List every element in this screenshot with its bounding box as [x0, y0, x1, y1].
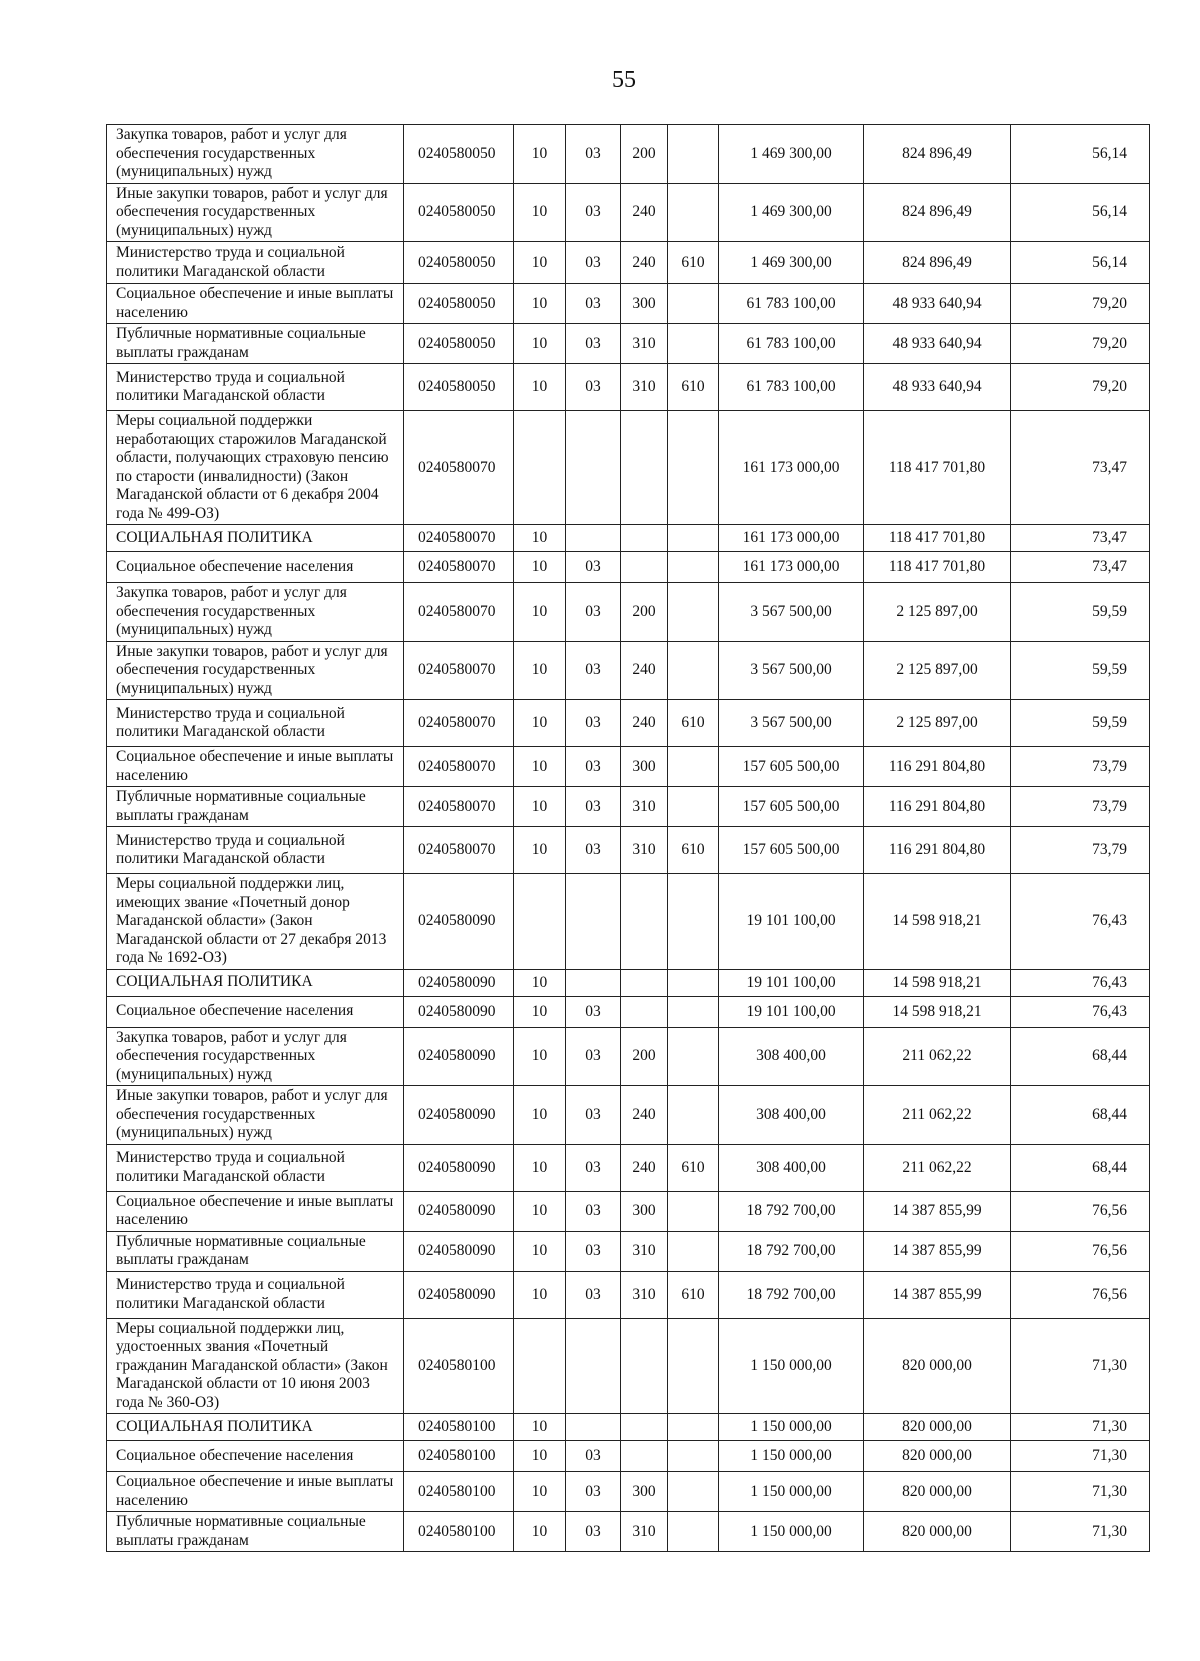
subsection-code: 03: [566, 1086, 621, 1145]
department-code: [668, 284, 719, 324]
subsection-code: 03: [566, 284, 621, 324]
planned-amount: 19 101 100,00: [719, 969, 864, 996]
section-code: 10: [514, 1144, 566, 1191]
executed-amount: 211 062,22: [864, 1144, 1011, 1191]
subsection-code: 03: [566, 125, 621, 184]
row-name: Министерство труда и социальной политики Магаданской области: [107, 827, 404, 874]
target-code: 0240580100: [404, 1414, 514, 1441]
row-name: Меры социальной поддержки неработающих старожилов Магаданской области, получающих страховую пенсию по старости (инвалидности) (Закон Магаданской области от 6 декабря 2004 года № 499-ОЗ): [107, 411, 404, 525]
execution-percent: 76,43: [1011, 874, 1150, 970]
executed-amount: 116 291 804,80: [864, 747, 1011, 787]
planned-amount: 161 173 000,00: [719, 411, 864, 525]
section-code: 10: [514, 583, 566, 642]
expense-type-code: [621, 525, 668, 552]
section-code: 10: [514, 1414, 566, 1441]
table-row: [107, 1271, 1150, 1318]
executed-amount: 820 000,00: [864, 1318, 1011, 1414]
executed-amount: 14 598 918,21: [864, 969, 1011, 996]
execution-percent: 56,14: [1011, 125, 1150, 184]
table-row: [107, 1441, 1150, 1472]
department-code: [668, 183, 719, 242]
row-name: Публичные нормативные социальные выплаты гражданам: [107, 787, 404, 827]
expense-type-code: 300: [621, 747, 668, 787]
target-code: 0240580100: [404, 1512, 514, 1552]
subsection-code: [566, 874, 621, 970]
planned-amount: 61 783 100,00: [719, 364, 864, 411]
expense-type-code: 310: [621, 1271, 668, 1318]
executed-amount: 14 387 855,99: [864, 1191, 1011, 1231]
section-code: 10: [514, 1271, 566, 1318]
row-name: Иные закупки товаров, работ и услуг для обеспечения государственных (муниципальных) нужд: [107, 183, 404, 242]
executed-amount: 824 896,49: [864, 242, 1011, 284]
subsection-code: 03: [566, 242, 621, 284]
target-code: 0240580090: [404, 1191, 514, 1231]
execution-percent: 76,43: [1011, 996, 1150, 1027]
execution-percent: 79,20: [1011, 324, 1150, 364]
execution-percent: 68,44: [1011, 1086, 1150, 1145]
table-row: [107, 700, 1150, 747]
table-row: [107, 641, 1150, 700]
planned-amount: 61 783 100,00: [719, 324, 864, 364]
table-row: [107, 1231, 1150, 1271]
table-row: [107, 125, 1150, 184]
row-name: Иные закупки товаров, работ и услуг для обеспечения государственных (муниципальных) нужд: [107, 1086, 404, 1145]
table-row: [107, 874, 1150, 970]
execution-percent: 73,79: [1011, 747, 1150, 787]
expense-type-code: [621, 411, 668, 525]
row-name: Министерство труда и социальной политики Магаданской области: [107, 242, 404, 284]
table-row: [107, 411, 1150, 525]
execution-percent: 71,30: [1011, 1512, 1150, 1552]
table-row: [107, 1318, 1150, 1414]
subsection-code: 03: [566, 827, 621, 874]
table-row: [107, 1027, 1150, 1086]
planned-amount: 1 150 000,00: [719, 1441, 864, 1472]
target-code: 0240580090: [404, 1231, 514, 1271]
department-code: 610: [668, 827, 719, 874]
section-code: 10: [514, 242, 566, 284]
planned-amount: 18 792 700,00: [719, 1191, 864, 1231]
department-code: [668, 411, 719, 525]
expense-type-code: [621, 552, 668, 583]
subsection-code: [566, 411, 621, 525]
department-code: [668, 787, 719, 827]
planned-amount: 3 567 500,00: [719, 583, 864, 642]
section-code: 10: [514, 364, 566, 411]
row-name: Социальное обеспечение и иные выплаты населению: [107, 1191, 404, 1231]
subsection-code: 03: [566, 1271, 621, 1318]
expense-type-code: [621, 1414, 668, 1441]
executed-amount: 14 387 855,99: [864, 1231, 1011, 1271]
department-code: 610: [668, 364, 719, 411]
row-name: Меры социальной поддержки лиц, удостоенных звания «Почетный гражданин Магаданской области» (Закон Магаданской области от 10 июня 2003 года № 360-ОЗ): [107, 1318, 404, 1414]
planned-amount: 308 400,00: [719, 1027, 864, 1086]
planned-amount: 161 173 000,00: [719, 552, 864, 583]
department-code: [668, 747, 719, 787]
expense-type-code: 310: [621, 1512, 668, 1552]
execution-percent: 76,56: [1011, 1231, 1150, 1271]
target-code: 0240580070: [404, 552, 514, 583]
subsection-code: 03: [566, 1472, 621, 1512]
execution-percent: 68,44: [1011, 1027, 1150, 1086]
planned-amount: 1 150 000,00: [719, 1472, 864, 1512]
section-code: 10: [514, 1191, 566, 1231]
row-name: Министерство труда и социальной политики Магаданской области: [107, 1144, 404, 1191]
target-code: 0240580070: [404, 700, 514, 747]
executed-amount: 211 062,22: [864, 1086, 1011, 1145]
executed-amount: 14 387 855,99: [864, 1271, 1011, 1318]
section-code: 10: [514, 324, 566, 364]
planned-amount: 1 150 000,00: [719, 1414, 864, 1441]
subsection-code: [566, 969, 621, 996]
row-name: Социальное обеспечение и иные выплаты населению: [107, 284, 404, 324]
target-code: 0240580070: [404, 525, 514, 552]
expense-type-code: 200: [621, 583, 668, 642]
executed-amount: 2 125 897,00: [864, 583, 1011, 642]
planned-amount: 3 567 500,00: [719, 641, 864, 700]
department-code: [668, 969, 719, 996]
table-body: [107, 125, 1150, 1552]
executed-amount: 2 125 897,00: [864, 700, 1011, 747]
target-code: 0240580100: [404, 1441, 514, 1472]
department-code: 610: [668, 1271, 719, 1318]
target-code: 0240580090: [404, 969, 514, 996]
execution-percent: 71,30: [1011, 1441, 1150, 1472]
target-code: 0240580050: [404, 242, 514, 284]
executed-amount: 118 417 701,80: [864, 552, 1011, 583]
section-code: 10: [514, 1472, 566, 1512]
section-code: 10: [514, 552, 566, 583]
section-code: 10: [514, 1441, 566, 1472]
department-code: [668, 1191, 719, 1231]
target-code: 0240580090: [404, 874, 514, 970]
row-name: Министерство труда и социальной политики Магаданской области: [107, 1271, 404, 1318]
section-code: 10: [514, 787, 566, 827]
subsection-code: 03: [566, 583, 621, 642]
executed-amount: 820 000,00: [864, 1441, 1011, 1472]
section-code: 10: [514, 1027, 566, 1086]
section-code: [514, 874, 566, 970]
department-code: [668, 1414, 719, 1441]
row-name: Социальное обеспечение и иные выплаты населению: [107, 747, 404, 787]
planned-amount: 1 150 000,00: [719, 1318, 864, 1414]
planned-amount: 157 605 500,00: [719, 827, 864, 874]
department-code: [668, 1318, 719, 1414]
row-name: Министерство труда и социальной политики Магаданской области: [107, 364, 404, 411]
section-code: 10: [514, 1086, 566, 1145]
subsection-code: 03: [566, 324, 621, 364]
executed-amount: 2 125 897,00: [864, 641, 1011, 700]
executed-amount: 211 062,22: [864, 1027, 1011, 1086]
target-code: 0240580050: [404, 125, 514, 184]
subsection-code: [566, 525, 621, 552]
target-code: 0240580090: [404, 1086, 514, 1145]
target-code: 0240580070: [404, 411, 514, 525]
subsection-code: 03: [566, 641, 621, 700]
executed-amount: 116 291 804,80: [864, 787, 1011, 827]
subsection-code: [566, 1414, 621, 1441]
table-row: [107, 364, 1150, 411]
section-code: 10: [514, 700, 566, 747]
table-row: [107, 1086, 1150, 1145]
department-code: [668, 1441, 719, 1472]
execution-percent: 71,30: [1011, 1472, 1150, 1512]
expense-type-code: 310: [621, 827, 668, 874]
table-row: [107, 1414, 1150, 1441]
expense-type-code: 310: [621, 787, 668, 827]
executed-amount: 118 417 701,80: [864, 411, 1011, 525]
execution-percent: 79,20: [1011, 284, 1150, 324]
executed-amount: 48 933 640,94: [864, 324, 1011, 364]
execution-percent: 79,20: [1011, 364, 1150, 411]
planned-amount: 1 469 300,00: [719, 125, 864, 184]
target-code: 0240580090: [404, 1144, 514, 1191]
executed-amount: 820 000,00: [864, 1414, 1011, 1441]
table-row: [107, 1472, 1150, 1512]
table-row: [107, 1144, 1150, 1191]
planned-amount: 3 567 500,00: [719, 700, 864, 747]
planned-amount: 157 605 500,00: [719, 787, 864, 827]
department-code: 610: [668, 242, 719, 284]
table-row: [107, 996, 1150, 1027]
department-code: [668, 641, 719, 700]
subsection-code: 03: [566, 700, 621, 747]
expense-type-code: 200: [621, 125, 668, 184]
target-code: 0240580070: [404, 787, 514, 827]
department-code: 610: [668, 700, 719, 747]
planned-amount: 61 783 100,00: [719, 284, 864, 324]
expense-type-code: [621, 1318, 668, 1414]
table-row: [107, 183, 1150, 242]
row-name: Закупка товаров, работ и услуг для обеспечения государственных (муниципальных) нужд: [107, 125, 404, 184]
expense-type-code: 240: [621, 183, 668, 242]
execution-percent: 73,47: [1011, 552, 1150, 583]
execution-percent: 59,59: [1011, 583, 1150, 642]
department-code: [668, 996, 719, 1027]
execution-percent: 73,79: [1011, 787, 1150, 827]
planned-amount: 1 469 300,00: [719, 242, 864, 284]
department-code: [668, 1472, 719, 1512]
row-name: СОЦИАЛЬНАЯ ПОЛИТИКА: [107, 969, 404, 996]
planned-amount: 19 101 100,00: [719, 874, 864, 970]
department-code: 610: [668, 1144, 719, 1191]
department-code: [668, 583, 719, 642]
row-name: Публичные нормативные социальные выплаты гражданам: [107, 1231, 404, 1271]
table-row: [107, 1512, 1150, 1552]
executed-amount: 48 933 640,94: [864, 284, 1011, 324]
expense-type-code: 310: [621, 1231, 668, 1271]
row-name: Министерство труда и социальной политики Магаданской области: [107, 700, 404, 747]
execution-percent: 59,59: [1011, 700, 1150, 747]
table-row: [107, 827, 1150, 874]
executed-amount: 14 598 918,21: [864, 874, 1011, 970]
row-name: Публичные нормативные социальные выплаты гражданам: [107, 324, 404, 364]
execution-percent: 71,30: [1011, 1414, 1150, 1441]
execution-percent: 76,43: [1011, 969, 1150, 996]
department-code: [668, 1231, 719, 1271]
target-code: 0240580050: [404, 183, 514, 242]
department-code: [668, 874, 719, 970]
row-name: Социальное обеспечение населения: [107, 1441, 404, 1472]
execution-percent: 56,14: [1011, 242, 1150, 284]
department-code: [668, 1086, 719, 1145]
subsection-code: 03: [566, 552, 621, 583]
subsection-code: 03: [566, 1191, 621, 1231]
page-number: 55: [612, 67, 636, 93]
expense-type-code: 240: [621, 700, 668, 747]
planned-amount: 1 469 300,00: [719, 183, 864, 242]
row-name: СОЦИАЛЬНАЯ ПОЛИТИКА: [107, 1414, 404, 1441]
section-code: 10: [514, 969, 566, 996]
section-code: 10: [514, 284, 566, 324]
department-code: [668, 1027, 719, 1086]
target-code: 0240580090: [404, 996, 514, 1027]
table-row: [107, 787, 1150, 827]
section-code: 10: [514, 125, 566, 184]
planned-amount: 157 605 500,00: [719, 747, 864, 787]
execution-percent: 76,56: [1011, 1271, 1150, 1318]
section-code: 10: [514, 1231, 566, 1271]
section-code: 10: [514, 183, 566, 242]
section-code: 10: [514, 827, 566, 874]
budget-execution-table: [106, 124, 1150, 1552]
table-row: [107, 552, 1150, 583]
executed-amount: 820 000,00: [864, 1512, 1011, 1552]
department-code: [668, 125, 719, 184]
execution-percent: 73,47: [1011, 411, 1150, 525]
expense-type-code: [621, 874, 668, 970]
row-name: Публичные нормативные социальные выплаты гражданам: [107, 1512, 404, 1552]
executed-amount: 48 933 640,94: [864, 364, 1011, 411]
execution-percent: 73,47: [1011, 525, 1150, 552]
subsection-code: 03: [566, 787, 621, 827]
section-code: [514, 411, 566, 525]
expense-type-code: 240: [621, 1144, 668, 1191]
executed-amount: 820 000,00: [864, 1472, 1011, 1512]
planned-amount: 161 173 000,00: [719, 525, 864, 552]
section-code: 10: [514, 996, 566, 1027]
target-code: 0240580090: [404, 1271, 514, 1318]
subsection-code: 03: [566, 1441, 621, 1472]
execution-percent: 68,44: [1011, 1144, 1150, 1191]
target-code: 0240580070: [404, 641, 514, 700]
table-row: [107, 969, 1150, 996]
execution-percent: 73,79: [1011, 827, 1150, 874]
section-code: [514, 1318, 566, 1414]
expense-type-code: 240: [621, 641, 668, 700]
target-code: 0240580050: [404, 284, 514, 324]
department-code: [668, 1512, 719, 1552]
target-code: 0240580070: [404, 583, 514, 642]
department-code: [668, 324, 719, 364]
planned-amount: 308 400,00: [719, 1086, 864, 1145]
expense-type-code: 300: [621, 1472, 668, 1512]
target-code: 0240580070: [404, 827, 514, 874]
expense-type-code: [621, 1441, 668, 1472]
target-code: 0240580100: [404, 1472, 514, 1512]
department-code: [668, 552, 719, 583]
department-code: [668, 525, 719, 552]
target-code: 0240580050: [404, 364, 514, 411]
executed-amount: 824 896,49: [864, 125, 1011, 184]
subsection-code: 03: [566, 183, 621, 242]
expense-type-code: [621, 996, 668, 1027]
expense-type-code: 300: [621, 1191, 668, 1231]
row-name: Закупка товаров, работ и услуг для обеспечения государственных (муниципальных) нужд: [107, 583, 404, 642]
planned-amount: 18 792 700,00: [719, 1231, 864, 1271]
subsection-code: 03: [566, 1512, 621, 1552]
row-name: Социальное обеспечение населения: [107, 552, 404, 583]
row-name: Социальное обеспечение населения: [107, 996, 404, 1027]
row-name: СОЦИАЛЬНАЯ ПОЛИТИКА: [107, 525, 404, 552]
executed-amount: 116 291 804,80: [864, 827, 1011, 874]
planned-amount: 18 792 700,00: [719, 1271, 864, 1318]
section-code: 10: [514, 747, 566, 787]
execution-percent: 71,30: [1011, 1318, 1150, 1414]
row-name: Меры социальной поддержки лиц, имеющих звание «Почетный донор Магаданской области» (Закон Магаданской области от 27 декабря 2013 года № 1692-ОЗ): [107, 874, 404, 970]
target-code: 0240580070: [404, 747, 514, 787]
subsection-code: 03: [566, 1144, 621, 1191]
expense-type-code: 200: [621, 1027, 668, 1086]
executed-amount: 14 598 918,21: [864, 996, 1011, 1027]
expense-type-code: [621, 969, 668, 996]
table-row: [107, 324, 1150, 364]
subsection-code: 03: [566, 996, 621, 1027]
table-row: [107, 747, 1150, 787]
row-name: Иные закупки товаров, работ и услуг для обеспечения государственных (муниципальных) нужд: [107, 641, 404, 700]
section-code: 10: [514, 525, 566, 552]
execution-percent: 76,56: [1011, 1191, 1150, 1231]
target-code: 0240580100: [404, 1318, 514, 1414]
target-code: 0240580090: [404, 1027, 514, 1086]
executed-amount: 118 417 701,80: [864, 525, 1011, 552]
table-row: [107, 525, 1150, 552]
subsection-code: 03: [566, 747, 621, 787]
expense-type-code: 300: [621, 284, 668, 324]
section-code: 10: [514, 1512, 566, 1552]
planned-amount: 1 150 000,00: [719, 1512, 864, 1552]
planned-amount: 19 101 100,00: [719, 996, 864, 1027]
executed-amount: 824 896,49: [864, 183, 1011, 242]
table-row: [107, 583, 1150, 642]
table-row: [107, 1191, 1150, 1231]
planned-amount: 308 400,00: [719, 1144, 864, 1191]
expense-type-code: 240: [621, 242, 668, 284]
row-name: Закупка товаров, работ и услуг для обеспечения государственных (муниципальных) нужд: [107, 1027, 404, 1086]
table-row: [107, 242, 1150, 284]
section-code: 10: [514, 641, 566, 700]
expense-type-code: 310: [621, 324, 668, 364]
table-row: [107, 284, 1150, 324]
expense-type-code: 240: [621, 1086, 668, 1145]
subsection-code: [566, 1318, 621, 1414]
row-name: Социальное обеспечение и иные выплаты населению: [107, 1472, 404, 1512]
expense-type-code: 310: [621, 364, 668, 411]
target-code: 0240580050: [404, 324, 514, 364]
subsection-code: 03: [566, 364, 621, 411]
execution-percent: 56,14: [1011, 183, 1150, 242]
execution-percent: 59,59: [1011, 641, 1150, 700]
subsection-code: 03: [566, 1231, 621, 1271]
subsection-code: 03: [566, 1027, 621, 1086]
